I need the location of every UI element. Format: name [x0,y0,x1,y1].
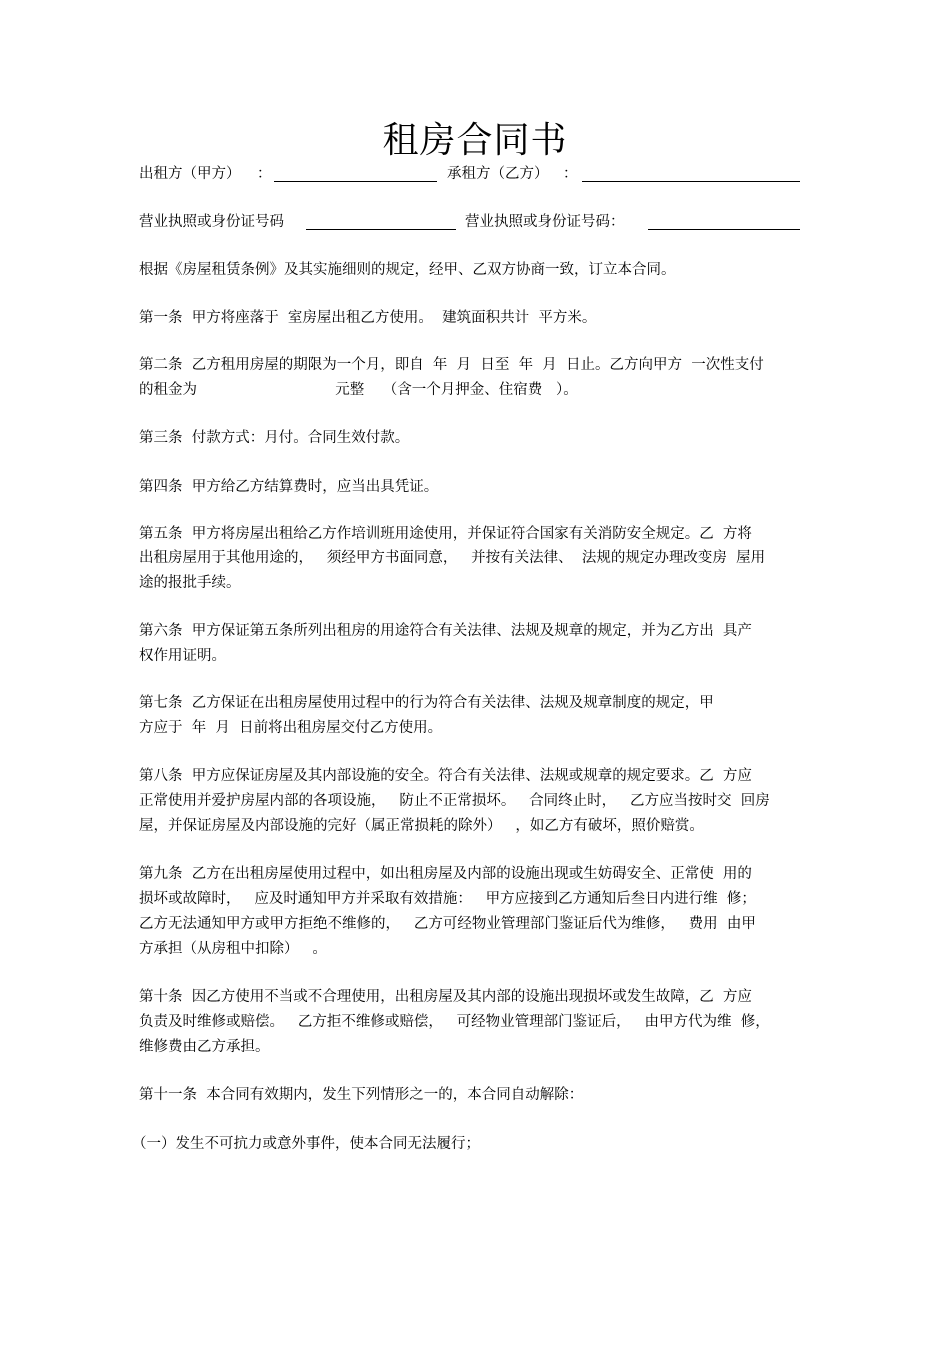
lessee-colon: ： [563,166,578,182]
clause-1: 第一条 甲方将座落于 室房屋出租乙方使用。 建筑面积共计 平方米。 [139,310,597,326]
clause-5-line-2: 出租房屋用于其他用途的， 须经甲方书面同意， 并按有关法律、 法规的规定办理改变房 屋用 [139,550,766,566]
lessor-colon: ： [257,166,272,182]
clause-5-line-1: 第五条 甲方将房屋出租给乙方作培训班用途使用，并保证符合国家有关消防安全规定。乙 方将 [139,526,752,542]
lessee-id-blank[interactable] [648,229,800,230]
clause-11: 第十一条 本合同有效期内，发生下列情形之一的，本合同自动解除： [139,1087,584,1103]
clause-8-line-3: 屋，并保证房屋及内部设施的完好（属正常损耗的除外） ，如乙方有破坏，照价赔赏。 [139,818,704,834]
clause-9-line-4: 方承担（从房租中扣除） 。 [139,941,327,957]
lessor-label: 出租方（甲方） [139,166,241,182]
preamble: 根据《房屋租赁条例》及其实施细则的规定，经甲、乙双方协商一致，订立本合同。 [139,262,676,278]
clause-6-line-1: 第六条 甲方保证第五条所列出租房的用途符合有关法律、法规及规章的规定，并为乙方出 具产 [139,623,752,639]
lessor-name-blank[interactable] [274,181,437,182]
clause-8-line-1: 第八条 甲方应保证房屋及其内部设施的安全。符合有关法律、法规或规章的规定要求。乙 方应 [139,768,752,784]
lessee-name-blank[interactable] [582,181,800,182]
clause-2-line-2: 的租金为 元整 （含一个月押金、住宿费 ）。 [139,382,578,398]
clause-10-line-1: 第十条 因乙方使用不当或不合理使用，出租房屋及其内部的设施出现损坏或发生故障，乙 方应 [139,989,752,1005]
clause-10-line-3: 维修费由乙方承担。 [139,1039,270,1055]
clause-7-line-2: 方应于 年 月 日前将出租房屋交付乙方使用。 [139,720,443,736]
parties-row [139,162,819,186]
clause-10-line-2: 负责及时维修或赔偿。 乙方拒不维修或赔偿， 可经物业管理部门鉴证后， 由甲方代为维 修， [139,1014,770,1030]
clause-11-item-1: （一）发生不可抗力或意外事件，使本合同无法履行； [132,1136,480,1152]
lessee-label: 承租方（乙方） [447,166,549,182]
lessor-id-blank[interactable] [306,229,456,230]
clause-2-line-1: 第二条 乙方租用房屋的期限为一个月，即自 年 月 日至 年 月 日止。乙方向甲方 一次性支付 [139,357,764,373]
clause-6-line-2: 权作用证明。 [139,648,226,664]
clause-9-line-2: 损坏或故障时， 应及时通知甲方并采取有效措施： 甲方应接到乙方通知后叁日内进行维 修； [139,891,756,907]
lessor-id-label: 营业执照或身份证号码 [139,214,284,230]
document-title: 租房合同书 [382,120,568,161]
clause-7-line-1: 第七条 乙方保证在出租房屋使用过程中的行为符合有关法律、法规及规章制度的规定，甲 [139,695,714,711]
id-row [139,210,819,234]
clause-9-line-1: 第九条 乙方在出租房屋使用过程中，如出租房屋及内部的设施出现或生妨碍安全、正常使 用的 [139,866,752,882]
clause-8-line-2: 正常使用并爱护房屋内部的各项设施， 防止不正常损坏。 合同终止时， 乙方应当按时交 回房 [139,793,770,809]
clause-5-line-3: 途的报批手续。 [139,575,241,591]
clause-3: 第三条 付款方式：月付。合同生效付款。 [139,430,410,446]
clause-4: 第四条 甲方给乙方结算费时，应当出具凭证。 [139,479,439,495]
lessee-id-label: 营业执照或身份证号码： [465,214,625,230]
clause-9-line-3: 乙方无法通知甲方或甲方拒绝不维修的， 乙方可经物业管理部门鉴证后代为维修， 费用 由甲 [139,916,756,932]
